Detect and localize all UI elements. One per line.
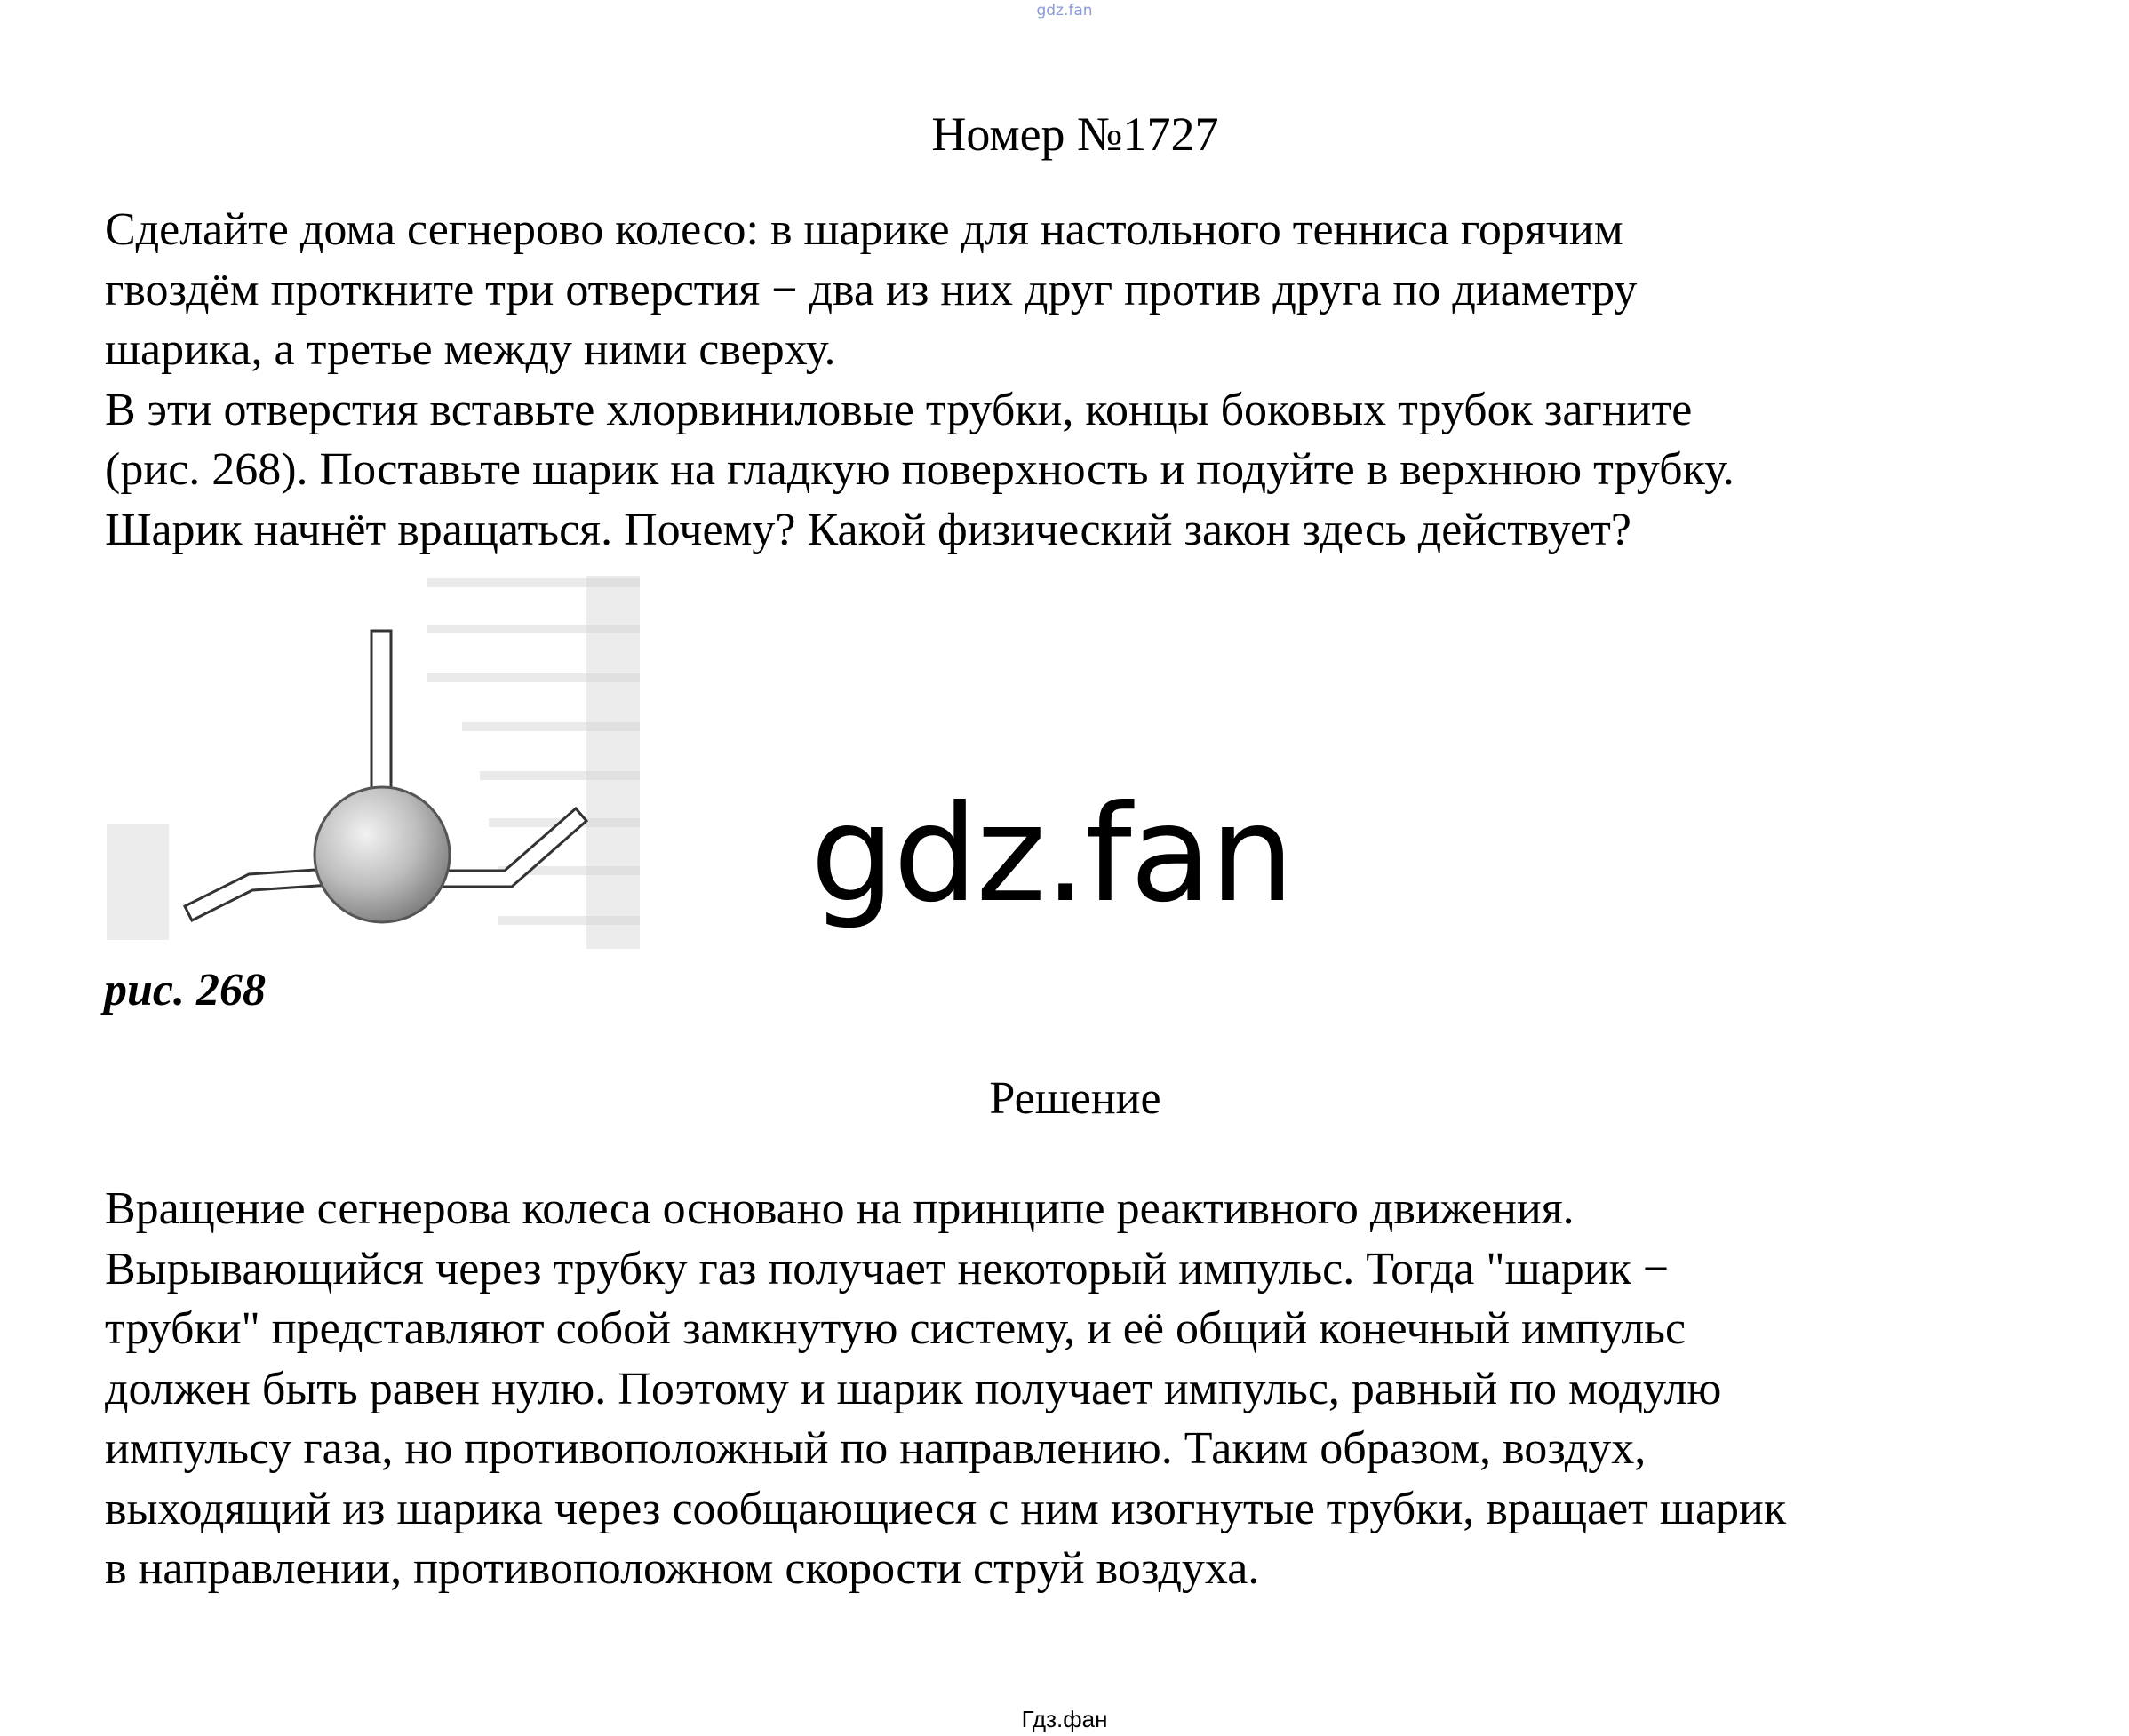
- ping-pong-ball: [315, 787, 450, 922]
- task-line-6: Шарик начнёт вращаться. Почему? Какой физический закон здесь действует?: [105, 504, 1631, 555]
- solution-text: [105, 1179, 2113, 1599]
- task-line-2: гвоздём проткните три отверстия − два из них друг против друга по диаметру: [105, 264, 1638, 315]
- solution-line-1: Вращение сегнерова колеса основано на принципе реактивного движения.: [105, 1183, 1575, 1234]
- solution-line-2: Вырывающийся через трубку газ получает некоторый импульс. Тогда "шарик −: [105, 1243, 1670, 1294]
- solution-line-3: трубки" представляют собой замкнутую систему, и её общий конечный импульс: [105, 1303, 1686, 1354]
- left-bent-tube: [185, 869, 331, 920]
- figure-caption: рис. 268: [104, 965, 266, 1015]
- task-line-4: В эти отверстия вставьте хлорвиниловые трубки, концы боковых трубок загните: [105, 384, 1693, 435]
- solution-line-5: импульсу газа, но противоположный по направлению. Таким образом, воздух,: [105, 1423, 1647, 1474]
- footer-watermark: Гдз.фан: [1021, 1706, 1108, 1732]
- segner-wheel-figure: [107, 558, 640, 956]
- task-line-1: Сделайте дома сегнерово колесо: в шарике для настольного тенниса горячим: [105, 204, 1623, 255]
- solution-line-4: должен быть равен нулю. Поэтому и шарик получает импульс, равный по модулю: [105, 1363, 1722, 1414]
- solution-heading: Решение: [989, 1073, 1161, 1124]
- site-watermark-top: gdz.fan: [1036, 2, 1093, 20]
- solution-line-6: выходящий из шарика через сообщающиеся с ним изогнутые трубки, вращает шарик: [105, 1483, 1787, 1534]
- task-line-3: шарика, а третье между ними сверху.: [105, 324, 836, 375]
- solution-line-7: в направлении, противоположном скорости струй воздуха.: [105, 1543, 1260, 1594]
- segner-wheel-illustration: [107, 558, 640, 956]
- task-line-5: (рис. 268). Поставьте шарик на гладкую поверхность и подуйте в верхнюю трубку.: [105, 444, 1734, 495]
- task-statement: [105, 200, 2095, 560]
- gdz-watermark: gdz.fan: [810, 777, 1293, 932]
- page-title: Номер №1727: [931, 108, 1219, 161]
